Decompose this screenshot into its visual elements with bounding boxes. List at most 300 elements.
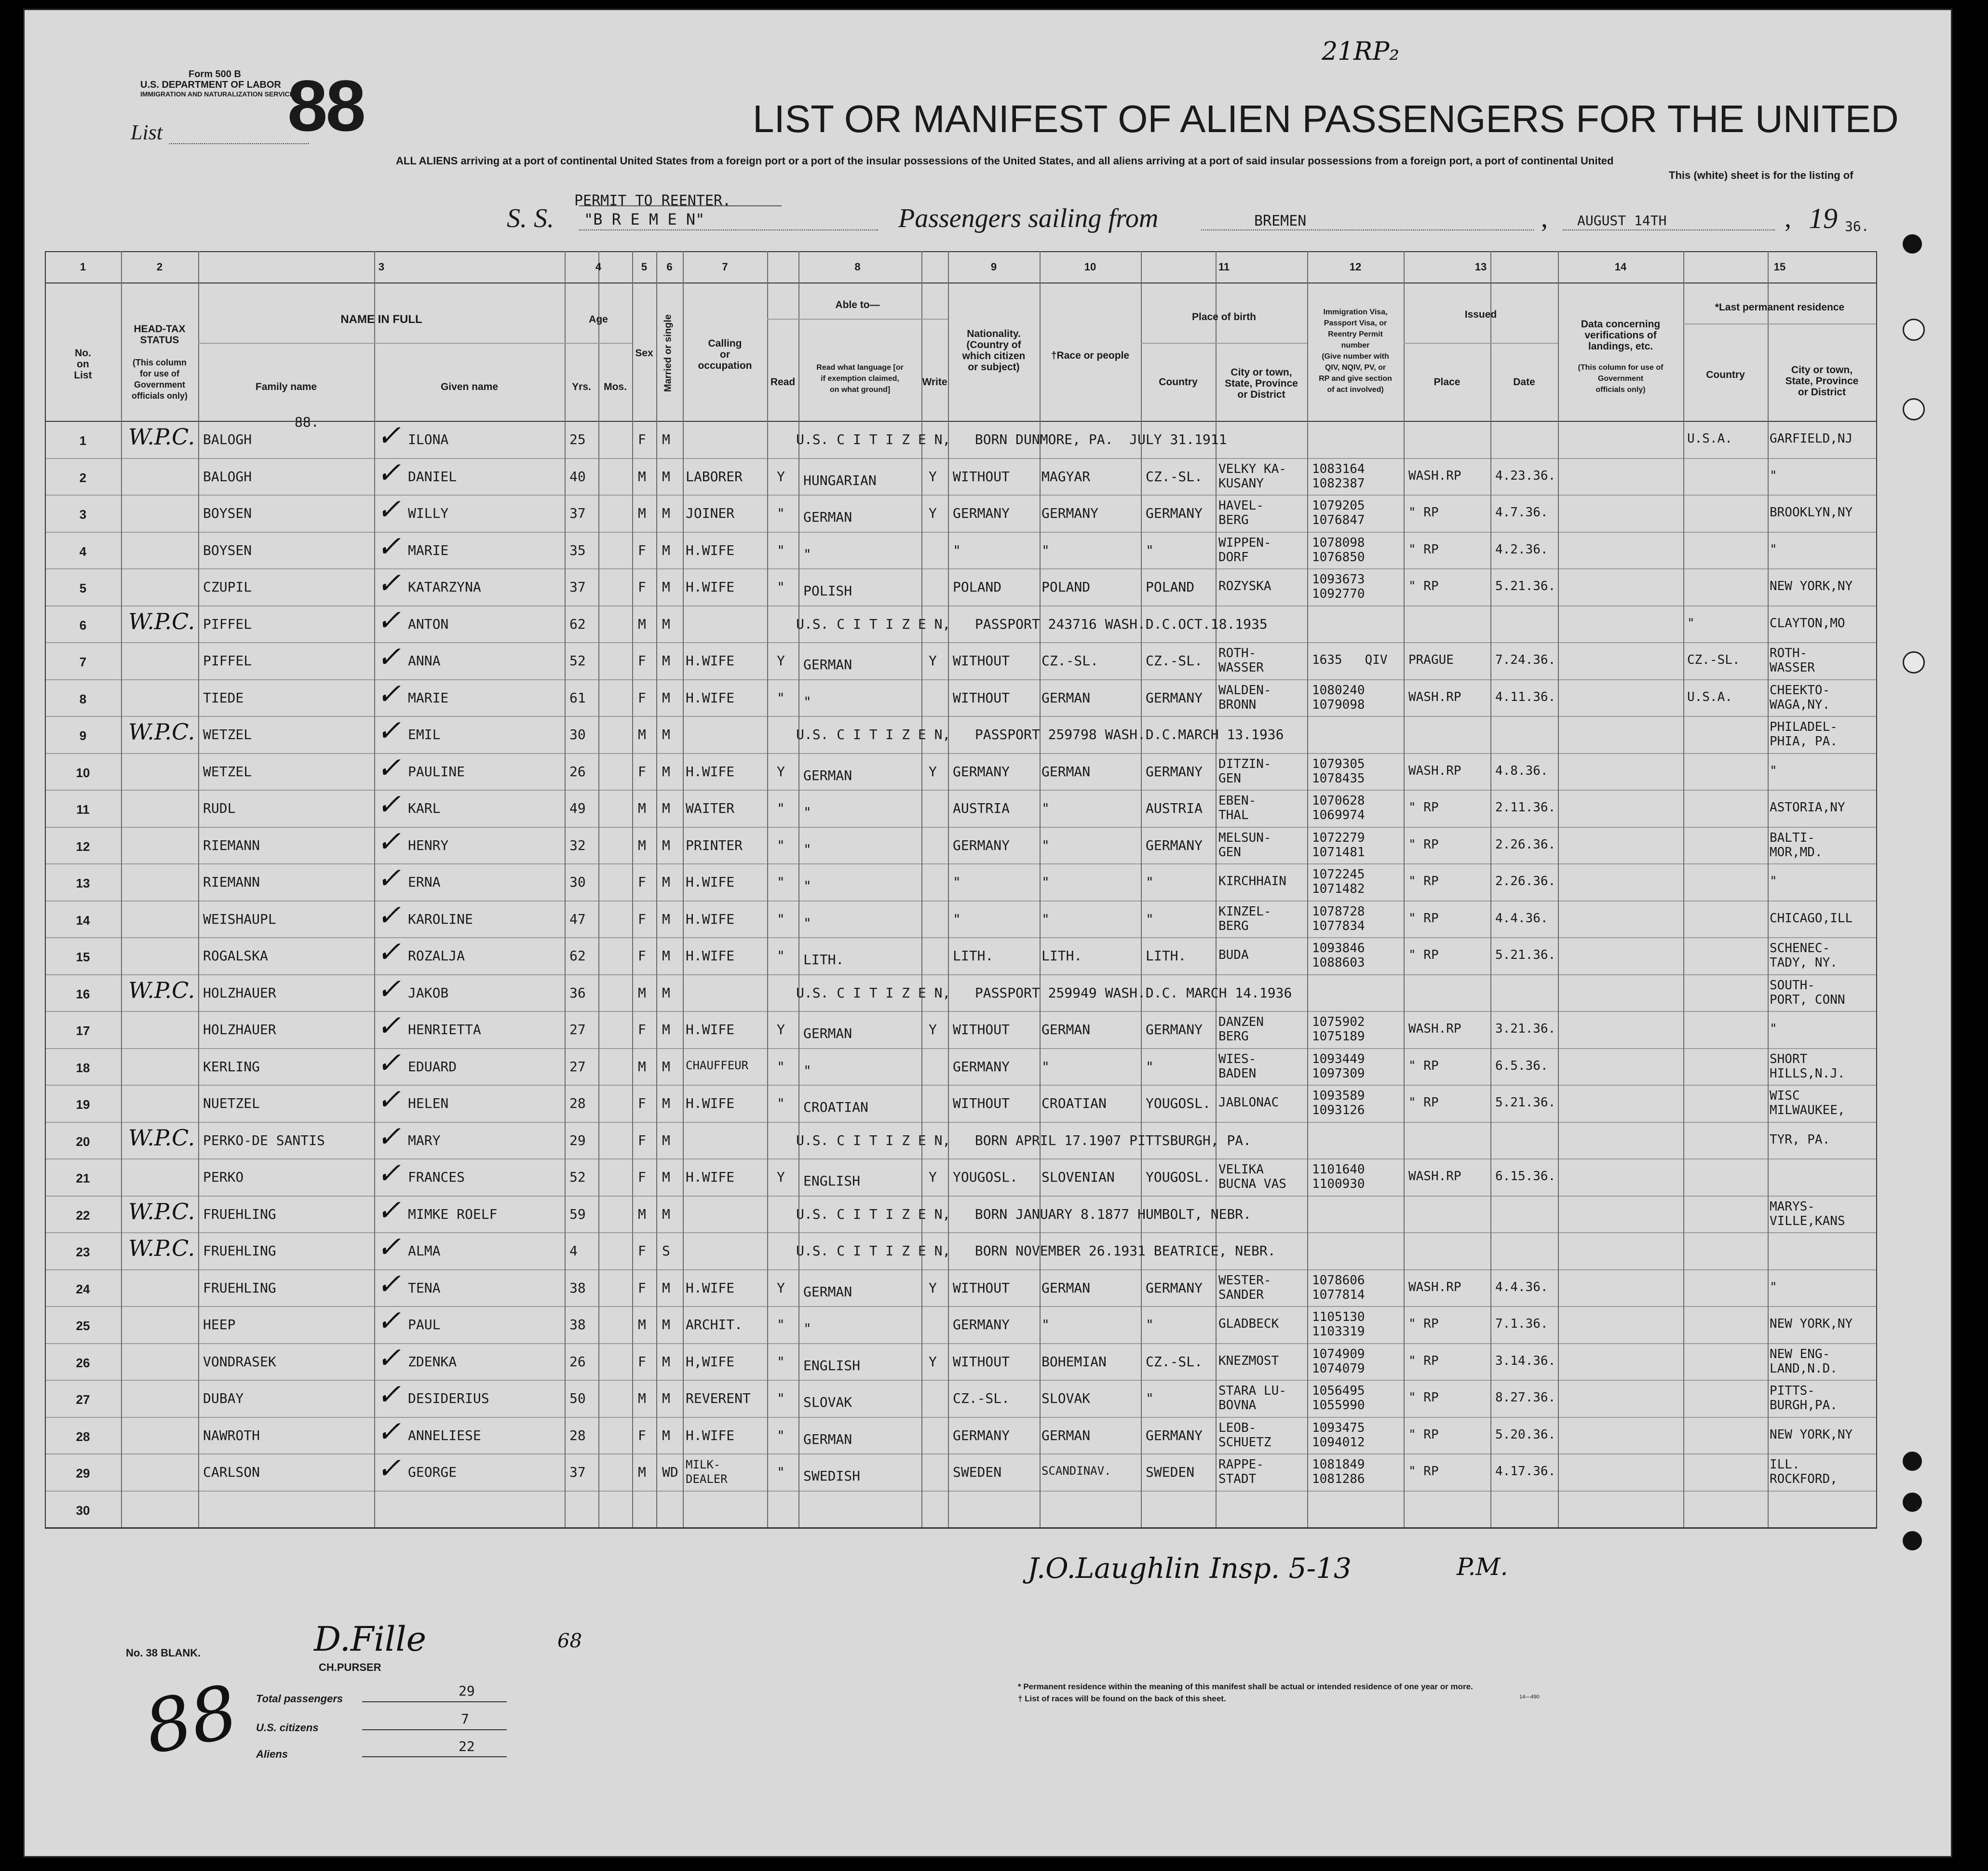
marital-status: M (662, 1317, 670, 1333)
rule (45, 1417, 1877, 1418)
occupation: JOINER (686, 505, 735, 521)
birth-city: MELSUN- GEN (1218, 830, 1271, 860)
occupation: MILK- DEALER (686, 1458, 728, 1486)
header-visa: Immigration Visa, Passport Visa, or Reentry Permit number (Give number with QIV, NQIV, PV, or RP and give section of act involved) (1319, 308, 1392, 394)
can-read: Y (777, 763, 785, 780)
residence-city: SOUTH- PORT, CONN (1770, 978, 1845, 1007)
birth-country: GERMANY (1146, 763, 1203, 780)
rule (45, 716, 1877, 717)
rule (45, 1527, 1877, 1529)
check-mark: ✓ (377, 603, 401, 637)
race: " (1041, 542, 1050, 558)
row-number: 13 (76, 876, 90, 890)
nationality: WITHOUT (953, 1279, 1010, 1296)
residence-city: NEW YORK,NY (1770, 1317, 1853, 1331)
head-tax-mark: W.P.C. (128, 1198, 195, 1225)
citizen-note: U.S. C I T I Z E N, BORN APRIL 17.1907 PITTSBURGH, PA. (796, 1132, 1252, 1148)
age-years: 37 (569, 505, 586, 521)
birth-city: HAVEL- BERG (1218, 498, 1264, 527)
check-mark: ✓ (377, 493, 401, 526)
header-last-residence: *Last permanent residence (1715, 302, 1845, 313)
age-years: 59 (569, 1206, 586, 1222)
residence-city: GARFIELD,NJ (1770, 431, 1853, 446)
can-read: " (777, 948, 785, 964)
rule (1307, 251, 1308, 1527)
given-name: HENRY (408, 837, 449, 853)
residence-city: PITTS- BURGH,PA. (1770, 1384, 1838, 1413)
age-years: 47 (569, 911, 586, 927)
age-years: 29 (569, 1132, 586, 1148)
residence-city: " (1770, 1022, 1777, 1036)
nationality: GERMANY (953, 1058, 1010, 1075)
occupation: H,WIFE (686, 1353, 735, 1370)
birth-country: " (1146, 1390, 1154, 1406)
sex: M (638, 984, 646, 1001)
marital-status: S (662, 1243, 670, 1259)
sex: M (638, 1058, 646, 1075)
row-number: 5 (79, 581, 87, 595)
sex: F (638, 1243, 646, 1259)
birth-city: BUDA (1218, 948, 1249, 962)
issue-place: " RP (1408, 542, 1439, 557)
read-language: POLISH (803, 583, 852, 599)
birth-city: GLADBECK (1218, 1317, 1279, 1331)
residence-city: CHEEKTO- WAGA,NY. (1770, 683, 1830, 712)
can-read: " (777, 1095, 785, 1111)
issue-place: " RP (1408, 1317, 1439, 1331)
rule (1683, 323, 1876, 324)
us-citizens-label: U.S. citizens (256, 1722, 319, 1734)
issue-place: " RP (1408, 1464, 1439, 1479)
header-date: Date (1513, 377, 1535, 388)
birth-city: WALDEN- BRONN (1218, 683, 1271, 712)
family-name: BOYSEN (203, 542, 252, 558)
header-yrs: Yrs. (572, 381, 591, 392)
officer-signature: J.O.Laughlin Insp. 5-13 (1028, 1552, 1352, 1585)
family-name: HEEP (203, 1317, 236, 1333)
read-language: " (803, 878, 811, 894)
occupation: H.WIFE (686, 1095, 735, 1111)
row-number: 14 (76, 913, 90, 928)
can-read: Y (777, 1022, 785, 1037)
nationality: WITHOUT (953, 689, 1010, 706)
marital-status: M (662, 763, 670, 780)
residence-city: TYR, PA. (1770, 1132, 1830, 1147)
birth-country: " (1146, 874, 1154, 890)
can-write: Y (929, 763, 937, 780)
age-years: 62 (569, 616, 586, 632)
occupation: H.WIFE (686, 874, 735, 890)
occupation: WAITER (686, 800, 735, 816)
rule (1141, 343, 1307, 344)
read-language: GERMAN (803, 509, 852, 525)
column-number: 14 (1614, 261, 1627, 273)
marital-status: M (662, 1353, 670, 1370)
rule (45, 251, 1877, 252)
birth-country: GERMANY (1146, 689, 1203, 706)
header-city: City or town, State, Province or District (1225, 367, 1298, 400)
header-landings: Data concerning verifications of landings, etc. (1581, 319, 1661, 352)
family-name: CZUPIL (203, 579, 252, 595)
port: BREMEN (1254, 213, 1307, 229)
nationality: WITHOUT (953, 1022, 1010, 1037)
marital-status: M (662, 874, 670, 890)
issue-place: " RP (1408, 911, 1439, 926)
occupation: H.WIFE (686, 763, 735, 780)
footnote-2: † List of races will be found on the back of this sheet. (1018, 1694, 1226, 1703)
check-mark: ✓ (377, 1414, 401, 1449)
rule (45, 532, 1877, 533)
given-name: GEORGE (408, 1464, 457, 1480)
family-name: TIEDE (203, 689, 244, 706)
rule (45, 1380, 1877, 1381)
can-write: Y (929, 1022, 937, 1037)
rule (1404, 251, 1405, 1527)
issue-date: 2.26.36. (1495, 874, 1556, 888)
marital-status: M (662, 616, 670, 632)
given-name: ANNA (408, 653, 441, 669)
residence-city: " (1770, 763, 1777, 778)
given-name: ROZALJA (408, 948, 465, 964)
given-name: MARIE (408, 689, 449, 706)
birth-country: CZ.-SL. (1146, 1353, 1203, 1370)
total-passengers-label: Total passengers (256, 1693, 343, 1705)
header-calling: Calling or occupation (698, 338, 752, 371)
check-mark: ✓ (377, 1304, 401, 1338)
residence-city: NEW YORK,NY (1770, 579, 1853, 593)
residence-country: CZ.-SL. (1687, 653, 1740, 667)
residence-city: CHICAGO,ILL (1770, 911, 1853, 926)
family-name: RIEMANN (203, 874, 260, 890)
head-tax-mark: W.P.C. (128, 1235, 195, 1261)
column-number: 11 (1218, 261, 1230, 273)
rule (683, 251, 684, 1527)
read-language: " (803, 546, 811, 562)
check-mark: ✓ (377, 751, 401, 785)
column-number: 2 (156, 261, 163, 273)
check-mark: ✓ (377, 861, 401, 895)
header-issued: Issued (1464, 309, 1497, 320)
row-number: 23 (76, 1245, 90, 1259)
rule (45, 1196, 1877, 1197)
issue-place: WASH.RP (1408, 1169, 1461, 1184)
sex: F (638, 1169, 646, 1185)
marital-status: M (662, 579, 670, 595)
birth-country: GERMANY (1146, 1279, 1203, 1296)
given-name: HELEN (408, 1095, 449, 1111)
year-suffix: 36. (1845, 218, 1869, 234)
birth-city: STARA LU- BOVNA (1218, 1384, 1286, 1413)
header-place-of-birth: Place of birth (1191, 311, 1257, 323)
visa-number: 1070628 1069974 (1312, 794, 1365, 822)
check-mark: ✓ (377, 640, 401, 674)
column-number: 5 (641, 261, 648, 273)
age-years: 52 (569, 1169, 586, 1185)
rule (1768, 251, 1769, 1527)
sex: F (638, 1279, 646, 1296)
issue-place: " RP (1408, 1353, 1439, 1368)
age-years: 61 (569, 689, 586, 706)
citizen-note: U.S. C I T I Z E N, PASSPORT 259798 WASH.D.C.MARCH 13.1936 (796, 727, 1284, 742)
birth-country: YOUGOSL. (1146, 1169, 1211, 1185)
nationality: WITHOUT (953, 468, 1010, 485)
citizen-note: U.S. C I T I Z E N, BORN DUNMORE, PA. JULY 31.1911 (796, 431, 1227, 447)
row-number: 28 (76, 1429, 90, 1444)
row-number: 20 (76, 1134, 90, 1149)
sex: F (638, 1427, 646, 1443)
given-name: WILLY (408, 505, 449, 521)
birth-city: LEOB- SCHUETZ (1218, 1420, 1271, 1450)
given-name: ALMA (408, 1243, 441, 1259)
issue-place: " RP (1408, 800, 1439, 815)
aliens-label: Aliens (256, 1748, 288, 1760)
visa-number: 1105130 1103319 (1312, 1310, 1365, 1339)
given-name: ZDENKA (408, 1353, 457, 1370)
check-mark: ✓ (377, 1157, 401, 1190)
given-name: ANTON (408, 616, 449, 632)
age-years: 32 (569, 837, 586, 853)
birth-country: SWEDEN (1146, 1464, 1195, 1480)
family-name: HOLZHAUER (203, 1022, 276, 1037)
residence-city: " (1770, 1279, 1777, 1294)
marital-status: M (662, 1169, 670, 1185)
visa-number: 1079205 1076847 (1312, 498, 1365, 527)
rule (45, 1232, 1877, 1233)
us-citizens: 7 (461, 1711, 469, 1727)
age-years: 28 (569, 1095, 586, 1111)
birth-country: LITH. (1146, 948, 1187, 964)
check-mark: ✓ (377, 935, 401, 969)
check-mark: ✓ (377, 824, 401, 859)
residence-country: U.S.A. (1687, 431, 1732, 446)
list-number-in-table: 88. (295, 414, 319, 430)
visa-number: 1072279 1071481 (1312, 830, 1365, 860)
year-prefix: 19 (1809, 202, 1838, 234)
occupation: H.WIFE (686, 653, 735, 669)
issue-date: 5.20.36. (1495, 1427, 1556, 1442)
family-name: FRUEHLING (203, 1279, 276, 1296)
issue-date: 4.23.36. (1495, 468, 1556, 483)
read-language: GERMAN (803, 767, 852, 783)
check-mark: ✓ (377, 1341, 401, 1375)
issue-place: WASH.RP (1408, 1279, 1461, 1294)
row-number: 27 (76, 1392, 90, 1407)
given-name: ANNELIESE (408, 1427, 481, 1443)
header-married: Married or single (663, 314, 674, 392)
sex: F (638, 874, 646, 890)
binder-hole (1903, 1493, 1922, 1512)
sex: F (638, 911, 646, 927)
residence-city: WISC MILWAUKEE, (1770, 1089, 1845, 1117)
header-given-name: Given name (440, 381, 499, 392)
can-read: " (777, 800, 785, 816)
read-language: CROATIAN (803, 1099, 868, 1115)
can-read: " (777, 542, 785, 558)
nationality: GERMANY (953, 763, 1010, 780)
birth-country: AUSTRIA (1146, 800, 1203, 816)
issue-date: 6.15.36. (1495, 1169, 1556, 1184)
visa-number: 1093449 1097309 (1312, 1051, 1365, 1081)
rule (45, 679, 1877, 680)
row-number: 30 (76, 1503, 90, 1518)
residence-city: BROOKLYN,NY (1770, 505, 1853, 520)
can-write: Y (929, 653, 937, 669)
check-mark: ✓ (377, 898, 401, 932)
given-name: EMIL (408, 727, 441, 742)
sex: M (638, 800, 646, 816)
sex: F (638, 948, 646, 964)
rule (45, 937, 1877, 938)
check-mark: ✓ (377, 1267, 401, 1301)
issue-date: 4.11.36. (1495, 689, 1556, 704)
citizen-note: U.S. C I T I Z E N, BORN JANUARY 8.1877 HUMBOLT, NEBR. (796, 1206, 1252, 1222)
nationality: YOUGOSL. (953, 1169, 1018, 1185)
column-number: 6 (666, 261, 673, 273)
rule (1490, 251, 1491, 1527)
can-read: " (777, 911, 785, 927)
check-mark: ✓ (377, 1009, 401, 1043)
check-mark: ✓ (377, 714, 401, 748)
can-write: Y (929, 468, 937, 485)
race: " (1041, 911, 1050, 927)
family-name: FRUEHLING (203, 1206, 276, 1222)
age-years: 37 (569, 1464, 586, 1480)
birth-country: YOUGOSL. (1146, 1095, 1211, 1111)
age-years: 40 (569, 468, 586, 485)
header-family-name: Family name (255, 381, 317, 392)
race: GERMAN (1041, 1022, 1091, 1037)
issue-date: 5.21.36. (1495, 948, 1556, 962)
row-number: 16 (76, 986, 90, 1001)
occupation: H.WIFE (686, 911, 735, 927)
age-years: 36 (569, 984, 586, 1001)
given-name: FRANCES (408, 1169, 465, 1185)
blank-no-label: No. 38 BLANK. (126, 1647, 201, 1659)
header-landings-note: (This column for use of Government officials only) (1578, 363, 1663, 394)
row-number: 22 (76, 1208, 90, 1223)
citizen-note: U.S. C I T I Z E N, PASSPORT 259949 WASH.D.C. MARCH 14.1936 (796, 984, 1292, 1001)
header-name-in-full: NAME IN FULL (340, 313, 422, 326)
visa-number: 1093673 1092770 (1312, 572, 1365, 601)
rule (45, 901, 1877, 902)
residence-city: " (1770, 874, 1777, 888)
can-read: " (777, 1390, 785, 1406)
row-number: 2 (79, 470, 87, 485)
birth-country: " (1146, 1317, 1154, 1333)
birth-country: CZ.-SL. (1146, 468, 1203, 485)
can-write: Y (929, 1353, 937, 1370)
row-number: 12 (76, 839, 90, 854)
given-name: DANIEL (408, 468, 457, 485)
rule (45, 1011, 1877, 1012)
given-name: PAULINE (408, 763, 465, 780)
birth-country: " (1146, 1058, 1154, 1075)
check-mark: ✓ (377, 419, 401, 453)
age-years: 50 (569, 1390, 586, 1406)
marital-status: M (662, 984, 670, 1001)
read-language: GERMAN (803, 657, 852, 673)
list-number: 88 (287, 65, 364, 146)
birth-city: JABLONAC (1218, 1095, 1279, 1110)
can-read: " (777, 874, 785, 890)
sex: F (638, 1132, 646, 1148)
rule (45, 642, 1877, 643)
occupation: H.WIFE (686, 1279, 735, 1296)
row-number: 19 (76, 1097, 90, 1112)
birth-city: WIPPEN- DORF (1218, 535, 1271, 565)
rule (767, 319, 948, 320)
rule (45, 1158, 1877, 1159)
sex: M (638, 616, 646, 632)
rule (198, 251, 199, 1527)
read-language: " (803, 804, 811, 820)
family-name: BALOGH (203, 468, 252, 485)
visa-number: 1093475 1094012 (1312, 1420, 1365, 1450)
sailing-from-label: Passengers sailing from (898, 203, 1159, 233)
birth-country: GERMANY (1146, 505, 1203, 521)
rule (656, 251, 657, 1527)
age-years: 30 (569, 727, 586, 742)
visa-number: 1075902 1075189 (1312, 1015, 1365, 1044)
header-able-to: Able to— (835, 299, 880, 310)
can-write: Y (929, 1279, 937, 1296)
rule (598, 251, 599, 1527)
family-name: NAWROTH (203, 1427, 260, 1443)
row-number: 8 (79, 691, 87, 706)
family-name: PIFFEL (203, 653, 252, 669)
rule (632, 251, 633, 1527)
rule (45, 495, 1877, 496)
sex: F (638, 763, 646, 780)
occupation: ARCHIT. (686, 1317, 743, 1333)
age-years: 28 (569, 1427, 586, 1443)
binder-hole (1903, 1531, 1922, 1550)
head-tax-mark: W.P.C. (128, 608, 195, 634)
race: SCANDINAV. (1041, 1464, 1111, 1478)
can-read: " (777, 1464, 785, 1480)
birth-country: GERMANY (1146, 837, 1203, 853)
rule (45, 1269, 1877, 1270)
rule (45, 1085, 1877, 1086)
binder-hole (1903, 234, 1922, 254)
occupation: H.WIFE (686, 1022, 735, 1037)
issue-date: 2.26.36. (1495, 837, 1556, 852)
residence-city: CLAYTON,MO (1770, 616, 1845, 631)
row-number: 7 (79, 655, 87, 669)
visa-number: 1074909 1074079 (1312, 1346, 1365, 1376)
birth-city: WESTER- SANDER (1218, 1273, 1271, 1302)
birth-country: CZ.-SL. (1146, 653, 1203, 669)
read-language: " (803, 915, 811, 931)
read-language: " (803, 1320, 811, 1336)
marital-status: M (662, 1095, 670, 1111)
head-tax-mark: W.P.C. (128, 719, 195, 745)
family-name: RUDL (203, 800, 236, 816)
marital-status: M (662, 1390, 670, 1406)
marital-status: M (662, 689, 670, 706)
rule (1404, 343, 1558, 344)
race: " (1041, 837, 1050, 853)
read-language: SLOVAK (803, 1394, 852, 1410)
check-mark: ✓ (377, 1083, 401, 1117)
rule (45, 568, 1877, 569)
read-language: ENGLISH (803, 1173, 861, 1189)
given-name: ILONA (408, 431, 449, 447)
column-number: 13 (1474, 261, 1487, 273)
visa-number: 1081849 1081286 (1312, 1457, 1365, 1486)
header-read-language: Read what language [or if exemption claimed, on what ground] (816, 363, 904, 394)
issue-date: 3.14.36. (1495, 1353, 1556, 1368)
